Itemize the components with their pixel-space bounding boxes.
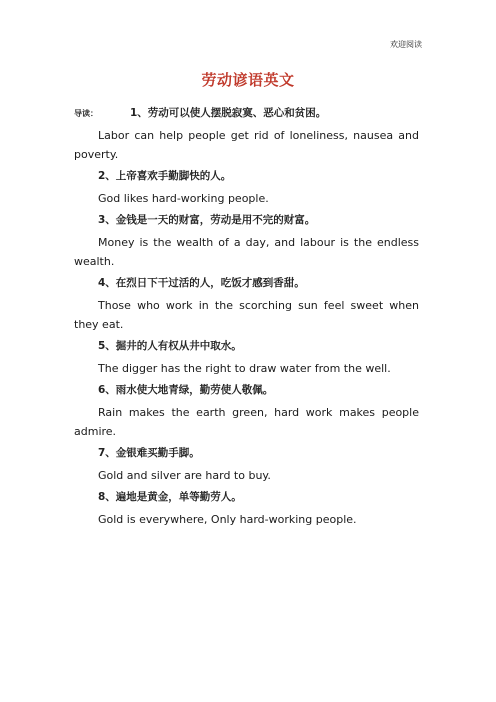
header-note: 欢迎阅读 — [390, 40, 422, 49]
proverb-zh: 5、掘井的人有权从井中取水。 — [98, 340, 242, 352]
proverb-en: The digger has the right to draw water from the well. — [98, 362, 391, 375]
document-title: 劳动谚语英文 — [201, 71, 295, 89]
proverb-en: Money is the wealth of a day, and labour is the endless wealth. — [74, 236, 419, 268]
proverb-zh: 2、上帝喜欢手勤脚快的人。 — [98, 170, 232, 182]
proverb-zh: 4、在烈日下干过活的人，吃饭才感到香甜。 — [98, 277, 305, 289]
proverb-en: God likes hard-working people. — [98, 192, 269, 205]
proverb-en: Gold and silver are hard to buy. — [98, 469, 271, 482]
proverb-en: Gold is everywhere, Only hard-working people. — [98, 513, 357, 526]
proverb-zh: 7、金银难买勤手脚。 — [98, 447, 200, 459]
proverb-zh — [74, 104, 419, 123]
proverb-en: Rain makes the earth green, hard work makes people admire. — [74, 406, 419, 438]
proverb-zh: 8、遍地是黄金，单等勤劳人。 — [98, 491, 242, 503]
lead-label: 导读： — [74, 109, 98, 118]
proverb-zh-text: 1、劳动可以使人摆脱寂寞、恶心和贫困。 — [130, 107, 327, 119]
proverb-en: Labor can help people get rid of loneliness, nausea and poverty. — [74, 129, 419, 161]
proverb-zh: 6、雨水使大地青绿，勤劳使人敬佩。 — [98, 384, 274, 396]
proverb-en: Those who work in the scorching sun feel sweet when they eat. — [74, 299, 419, 331]
proverb-zh: 3、金钱是一天的财富，劳动是用不完的财富。 — [98, 214, 316, 226]
document-body — [74, 104, 419, 529]
